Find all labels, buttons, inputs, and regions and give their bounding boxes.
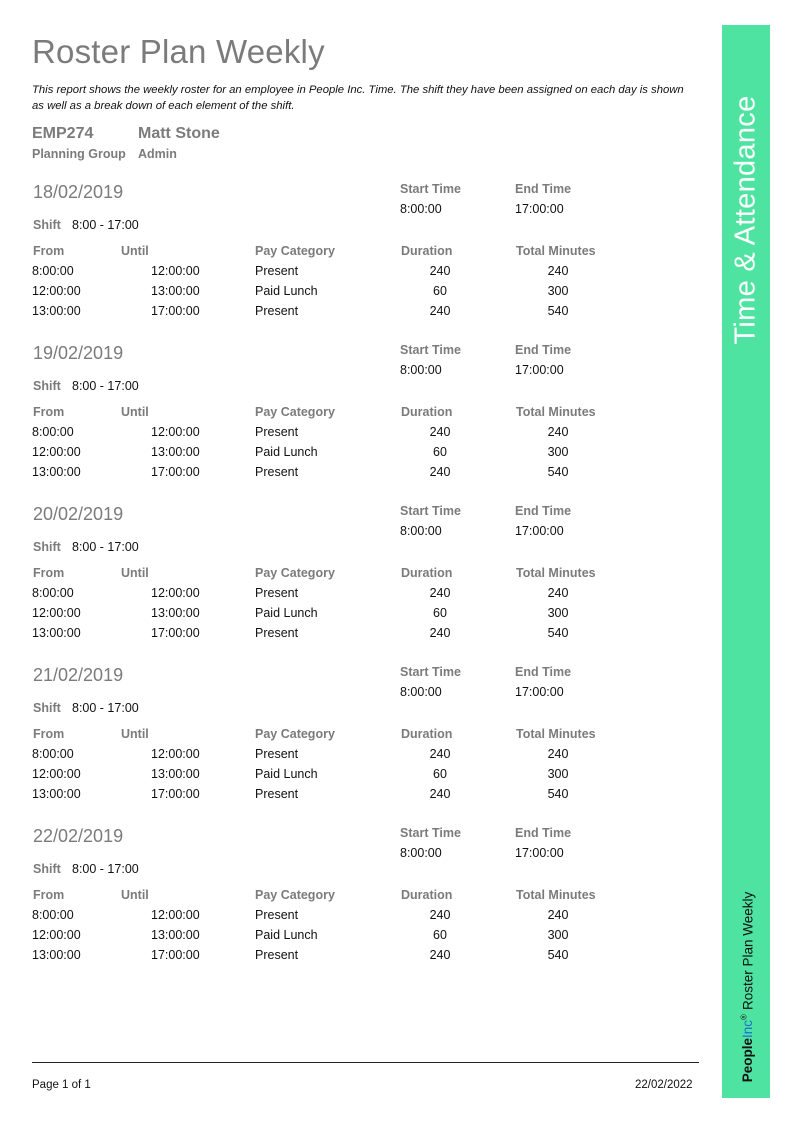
pay-category-header: Pay Category [255,244,335,258]
pay-category-header: Pay Category [255,888,335,902]
end-time-value: 17:00:00 [515,846,564,860]
total-minutes-cell: 540 [547,626,569,640]
table-row [0,465,720,485]
total-minutes-cell: 240 [547,586,569,600]
until-cell: 12:00:00 [151,425,200,439]
until-cell: 13:00:00 [151,284,200,298]
table-row [0,264,720,284]
day-date: 20/02/2019 [33,504,124,524]
from-header: From [33,566,65,580]
duration-cell: 240 [429,908,451,922]
table-row [0,445,720,465]
start-time-header: Start Time [400,665,461,679]
total-minutes-cell: 300 [547,767,569,781]
brand-logo [739,892,755,1082]
pay-category-cell: Present [255,425,299,439]
until-cell: 12:00:00 [151,747,200,761]
report-description: This report shows the weekly roster for an employee in People Inc. Time. The shift they have been assigned on each day is shown as well as a break down of each element of the shift. [32,84,684,112]
duration-cell: 240 [429,948,451,962]
from-header: From [33,888,65,902]
pay-category-cell: Paid Lunch [255,284,318,298]
brand-inc: Inc [739,1019,755,1038]
pay-category-cell: Present [255,304,299,318]
total-minutes-cell: 300 [547,606,569,620]
until-cell: 13:00:00 [151,767,200,781]
total-minutes-cell: 540 [547,948,569,962]
from-header: From [33,405,65,419]
duration-cell: 240 [429,264,451,278]
until-header: Until [121,566,149,580]
total-minutes-cell: 540 [547,465,569,479]
shift-value: 8:00 - 17:00 [72,379,139,393]
start-time-header: Start Time [400,182,461,196]
from-cell: 12:00:00 [32,606,81,620]
table-row [0,284,720,304]
total-minutes-header: Total Minutes [516,244,596,258]
from-header: From [33,244,65,258]
page-number: Page 1 of 1 [32,1079,91,1091]
total-minutes-header: Total Minutes [516,888,596,902]
total-minutes-header: Total Minutes [516,727,596,741]
day-section [0,182,720,332]
total-minutes-cell: 300 [547,928,569,942]
duration-header: Duration [401,566,453,580]
page-title: Roster Plan Weekly [32,33,325,70]
from-cell: 8:00:00 [32,586,74,600]
table-row [0,425,720,445]
day-section [0,343,720,493]
total-minutes-header: Total Minutes [516,405,596,419]
print-date: 22/02/2022 [635,1079,693,1091]
until-cell: 17:00:00 [151,626,200,640]
duration-cell: 240 [429,787,451,801]
total-minutes-cell: 240 [547,908,569,922]
duration-cell: 240 [429,626,451,640]
shift-label: Shift [33,379,61,393]
total-minutes-cell: 240 [547,264,569,278]
brand-registered: ® [739,1014,749,1020]
shift-value: 8:00 - 17:00 [72,862,139,876]
pay-category-cell: Present [255,747,299,761]
from-cell: 13:00:00 [32,304,81,318]
until-header: Until [121,888,149,902]
brand-people: People [739,1037,755,1083]
start-time-header: Start Time [400,343,461,357]
sidebar-band [722,25,770,1098]
pay-category-cell: Present [255,948,299,962]
until-cell: 17:00:00 [151,304,200,318]
total-minutes-cell: 240 [547,425,569,439]
from-cell: 13:00:00 [32,465,81,479]
duration-header: Duration [401,727,453,741]
start-time-value: 8:00:00 [400,846,442,860]
shift-label: Shift [33,218,61,232]
duration-cell: 240 [429,304,451,318]
until-cell: 12:00:00 [151,264,200,278]
day-date: 22/02/2019 [33,826,124,846]
day-date: 21/02/2019 [33,665,124,685]
pay-category-cell: Paid Lunch [255,606,318,620]
shift-value: 8:00 - 17:00 [72,701,139,715]
from-cell: 13:00:00 [32,626,81,640]
pay-category-cell: Present [255,586,299,600]
table-row [0,626,720,646]
duration-header: Duration [401,405,453,419]
from-cell: 12:00:00 [32,928,81,942]
from-cell: 12:00:00 [32,445,81,459]
planning-group-label: Planning Group [32,147,126,161]
until-cell: 12:00:00 [151,908,200,922]
until-header: Until [121,405,149,419]
start-time-header: Start Time [400,504,461,518]
pay-category-header: Pay Category [255,727,335,741]
pay-category-header: Pay Category [255,405,335,419]
shift-label: Shift [33,862,61,876]
shift-value: 8:00 - 17:00 [72,218,139,232]
duration-cell: 60 [433,928,447,942]
table-row [0,787,720,807]
table-row [0,928,720,948]
from-cell: 13:00:00 [32,948,81,962]
pay-category-cell: Present [255,264,299,278]
until-cell: 17:00:00 [151,465,200,479]
duration-cell: 60 [433,767,447,781]
total-minutes-cell: 240 [547,747,569,761]
day-section [0,504,720,654]
end-time-header: End Time [515,182,572,196]
pay-category-cell: Present [255,626,299,640]
end-time-value: 17:00:00 [515,363,564,377]
footer-rule [32,1062,699,1063]
pay-category-cell: Present [255,787,299,801]
from-cell: 8:00:00 [32,425,74,439]
start-time-value: 8:00:00 [400,363,442,377]
table-row [0,747,720,767]
until-cell: 17:00:00 [151,948,200,962]
from-cell: 8:00:00 [32,264,74,278]
duration-cell: 60 [433,445,447,459]
from-cell: 8:00:00 [32,908,74,922]
pay-category-cell: Paid Lunch [255,445,318,459]
day-section [0,826,720,976]
shift-label: Shift [33,540,61,554]
end-time-header: End Time [515,504,572,518]
end-time-header: End Time [515,343,572,357]
duration-cell: 60 [433,606,447,620]
duration-cell: 60 [433,284,447,298]
until-cell: 13:00:00 [151,928,200,942]
from-header: From [33,727,65,741]
start-time-value: 8:00:00 [400,685,442,699]
total-minutes-cell: 540 [547,787,569,801]
pay-category-cell: Present [255,465,299,479]
brand-report-name: Roster Plan Weekly [739,891,755,1011]
day-date: 18/02/2019 [33,182,124,202]
end-time-value: 17:00:00 [515,524,564,538]
day-date: 19/02/2019 [33,343,124,363]
table-row [0,606,720,626]
until-cell: 13:00:00 [151,445,200,459]
pay-category-cell: Present [255,908,299,922]
duration-cell: 240 [429,465,451,479]
from-cell: 12:00:00 [32,767,81,781]
total-minutes-header: Total Minutes [516,566,596,580]
total-minutes-cell: 300 [547,445,569,459]
day-section [0,665,720,815]
employee-name: Matt Stone [138,125,220,142]
duration-cell: 240 [429,425,451,439]
total-minutes-cell: 540 [547,304,569,318]
shift-label: Shift [33,701,61,715]
until-cell: 17:00:00 [151,787,200,801]
start-time-value: 8:00:00 [400,524,442,538]
table-row [0,586,720,606]
shift-value: 8:00 - 17:00 [72,540,139,554]
table-row [0,304,720,324]
table-row [0,908,720,928]
start-time-header: Start Time [400,826,461,840]
start-time-value: 8:00:00 [400,202,442,216]
duration-header: Duration [401,888,453,902]
end-time-header: End Time [515,665,572,679]
end-time-value: 17:00:00 [515,202,564,216]
from-cell: 13:00:00 [32,787,81,801]
until-cell: 12:00:00 [151,586,200,600]
pay-category-header: Pay Category [255,566,335,580]
from-cell: 12:00:00 [32,284,81,298]
end-time-value: 17:00:00 [515,685,564,699]
end-time-header: End Time [515,826,572,840]
total-minutes-cell: 300 [547,284,569,298]
table-row [0,767,720,787]
table-row [0,948,720,968]
pay-category-cell: Paid Lunch [255,928,318,942]
pay-category-cell: Paid Lunch [255,767,318,781]
duration-cell: 240 [429,586,451,600]
duration-cell: 240 [429,747,451,761]
employee-id: EMP274 [32,125,94,142]
until-header: Until [121,727,149,741]
until-cell: 13:00:00 [151,606,200,620]
from-cell: 8:00:00 [32,747,74,761]
until-header: Until [121,244,149,258]
planning-group-value: Admin [138,147,177,161]
duration-header: Duration [401,244,453,258]
sidebar-title: Time & Attendance [729,95,762,345]
